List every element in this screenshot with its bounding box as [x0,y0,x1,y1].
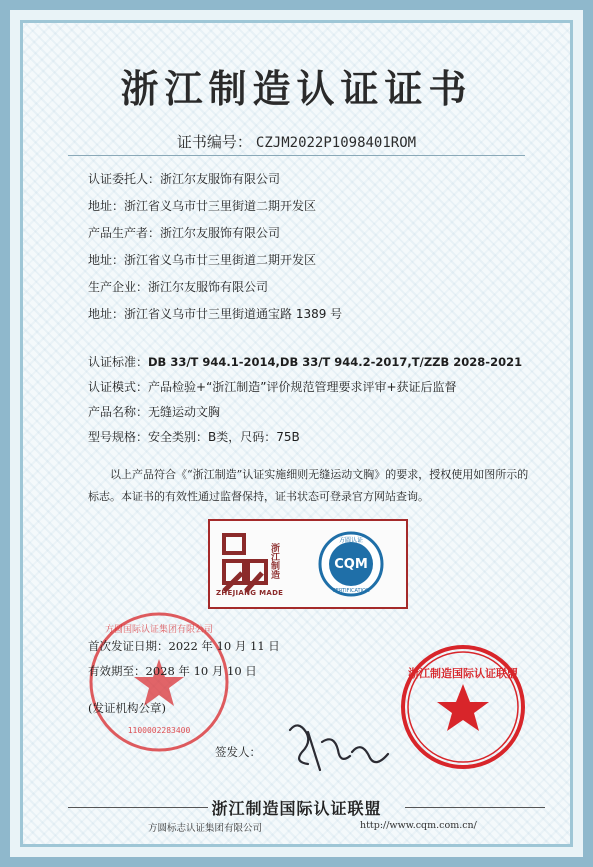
cqm-top-text: 方圆认证 [338,537,364,544]
issuer-seal-note: (发证机构公章) [88,701,166,715]
certification-logos [208,519,408,609]
footer-right: http://www.cqm.com.cn/ [360,820,477,831]
field-producer-address: 地址：浙江省义乌市廿三里街道二期开发区 [88,253,317,267]
field-manufacturer-address: 地址：浙江省义乌市廿三里街道通宝路 1389 号 [88,307,343,321]
expiry-date: 有效期至：2028 年 10 月 10 日 [88,664,257,678]
footer-title: 浙江制造国际认证联盟 [211,799,382,818]
cert-number-label: 证书编号： [176,133,252,151]
cqm-mid-text: CQM [334,557,368,572]
handwritten-signature [278,712,398,782]
footer-right-line [405,807,545,808]
issuer-seal-number: 1100002283400 [127,726,191,735]
field-client: 认证委托人：浙江尔友服饰有限公司 [88,172,281,186]
field-producer: 产品生产者：浙江尔友服饰有限公司 [88,226,281,240]
field-mode: 认证模式：产品检验+“浙江制造”评价规范管理要求评审+获证后监督 [88,380,457,394]
signer-label: 签发人： [215,745,261,759]
cqm-logo [318,531,384,597]
alliance-seal [398,642,528,772]
alliance-seal-ring-text: 浙江制造国际认证联盟 [408,667,518,680]
field-model: 型号规格：安全类别：B类，尺码：75B [88,430,300,444]
cert-number-value: CZJM2022P1098401ROM [255,135,417,151]
field-client-address: 地址：浙江省义乌市廿三里街道二期开发区 [88,199,317,213]
cqm-bottom-text: CERTIFICATION [332,588,370,594]
certificate-title: 浙江制造认证证书 [120,66,473,111]
issuer-seal-ring-text: 方圆国际认证集团有限公司 [104,625,213,635]
field-manufacturer: 生产企业：浙江尔友服饰有限公司 [88,280,269,294]
statement-paragraph: 以上产品符合《“浙江制造”认证实施细则无缝运动文胸》的要求，授权使用如图所示的标志。本证书的有效性通过监督保持，证书状态可登录官方网站查询。 [88,468,529,503]
issue-date: 首次发证日期：2022 年 10 月 11 日 [88,639,280,653]
zhejiang-vertical-chars: 浙江制造 [269,543,279,579]
certificate-number [10,131,583,152]
divider [68,155,525,156]
field-standard: 认证标准：DB 33/T 944.1-2014,DB 33/T 944.2-2017,T/ZZB 2028-2021 [88,355,523,369]
field-product-name: 产品名称：无缝运动文胸 [88,405,221,419]
zhejiang-made-text: ZHEJIANG MADE [216,589,284,597]
footer-left: 方圆标志认证集团有限公司 [148,823,263,834]
zhejiang-made-logo [222,533,288,593]
